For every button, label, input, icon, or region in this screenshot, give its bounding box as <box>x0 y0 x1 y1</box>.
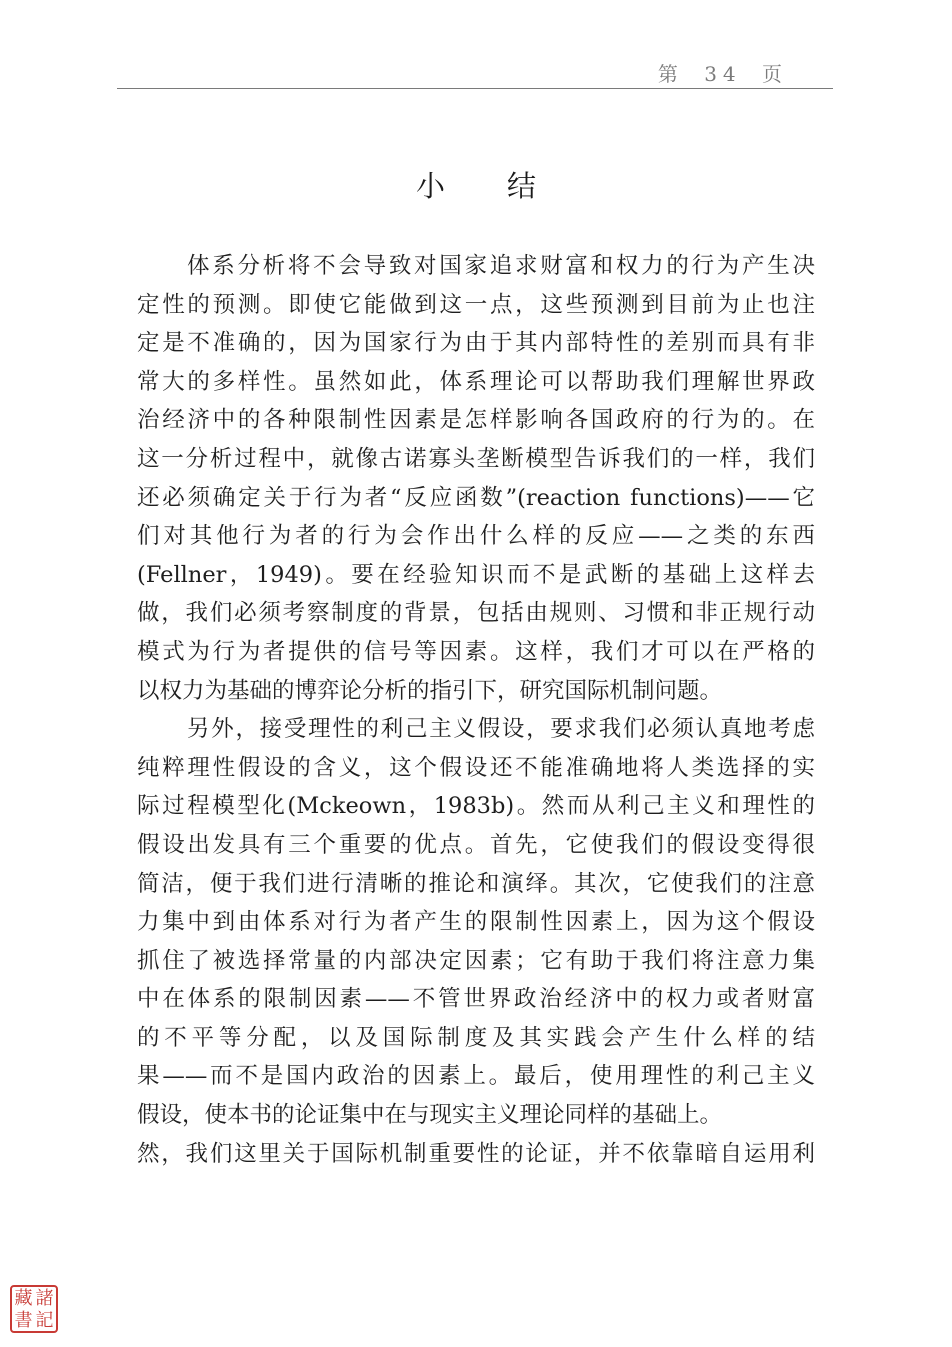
text-line: 这一分析过程中，就像古诺寡头垄断模型告诉我们的一样，我们 <box>137 445 815 472</box>
page-number-suffix: 页 <box>762 62 788 86</box>
text-line: (Fellner，1949)。要在经验知识而不是武断的基础上这样去 <box>137 561 815 588</box>
text-line: 定是不准确的，因为国家行为由于其内部特性的差别而具有非 <box>137 330 815 357</box>
collector-seal-stamp <box>10 1285 58 1333</box>
text-line: 的不平等分配，以及国际制度及其实践会产生什么样的结 <box>137 1024 815 1051</box>
text-line: 简洁，便于我们进行清晰的推论和演绎。其次，它使我们的注意 <box>137 870 815 897</box>
section-title <box>0 164 952 205</box>
text-line: 以权力为基础的博弈论分析的指引下，研究国际机制问题。 <box>137 677 723 704</box>
text-line: 假设，使本书的论证集中在与现实主义理论同样的基础上。 <box>137 1102 723 1129</box>
text-line: 然，我们这里关于国际机制重要性的论证，并不依靠暗自运用利 <box>137 1140 815 1167</box>
page-number-prefix: 第 <box>657 62 684 86</box>
seal-char: 諸 <box>35 1288 54 1309</box>
text-line: 还必须确定关于行为者“反应函数”(reaction functions)——它 <box>137 484 815 511</box>
seal-char: 記 <box>35 1310 54 1331</box>
page-number-value: 34 <box>704 62 742 86</box>
text-line: 常大的多样性。虽然如此，体系理论可以帮助我们理解世界政 <box>137 368 815 395</box>
text-line: 抓住了被选择常量的内部决定因素；它有助于我们将注意力集 <box>137 947 815 974</box>
section-title-char-2: 结 <box>507 169 537 203</box>
text-line: 力集中到由体系对行为者产生的限制性因素上，因为这个假设 <box>137 909 815 936</box>
page-number <box>654 58 792 87</box>
text-line: 做，我们必须考察制度的背景，包括由规则、习惯和非正规行动 <box>137 600 815 627</box>
seal-char: 書 <box>14 1310 33 1331</box>
text-line: 们对其他行为者的行为会作出什么样的反应——之类的东西 <box>137 523 815 550</box>
text-line: 假设出发具有三个重要的优点。首先，它使我们的假设变得很 <box>137 831 815 858</box>
text-line: 另外，接受理性的利己主义假设，要求我们必须认真地考虑 <box>187 716 815 743</box>
text-line: 体系分析将不会导致对国家追求财富和权力的行为产生决 <box>187 253 815 279</box>
text-line: 纯粹理性假设的含义，这个假设还不能准确地将人类选择的实 <box>137 754 815 781</box>
text-line: 治经济中的各种限制性因素是怎样影响各国政府的行为的。在 <box>137 407 815 434</box>
body-text <box>137 247 815 1173</box>
text-line: 模式为行为者提供的信号等因素。这样，我们才可以在严格的 <box>137 638 815 665</box>
text-line: 定性的预测。即使它能做到这一点，这些预测到目前为止也注 <box>137 291 815 318</box>
section-title-char-1: 小 <box>415 169 445 203</box>
text-line: 果——而不是国内政治的因素上。最后，使用理性的利己主义 <box>137 1063 815 1090</box>
header-rule <box>117 88 833 89</box>
seal-char: 藏 <box>14 1288 33 1309</box>
text-line: 中在体系的限制因素——不管世界政治经济中的权力或者财富 <box>137 986 815 1013</box>
text-line: 际过程模型化(Mckeown，1983b)。然而从利己主义和理性的 <box>137 793 815 820</box>
